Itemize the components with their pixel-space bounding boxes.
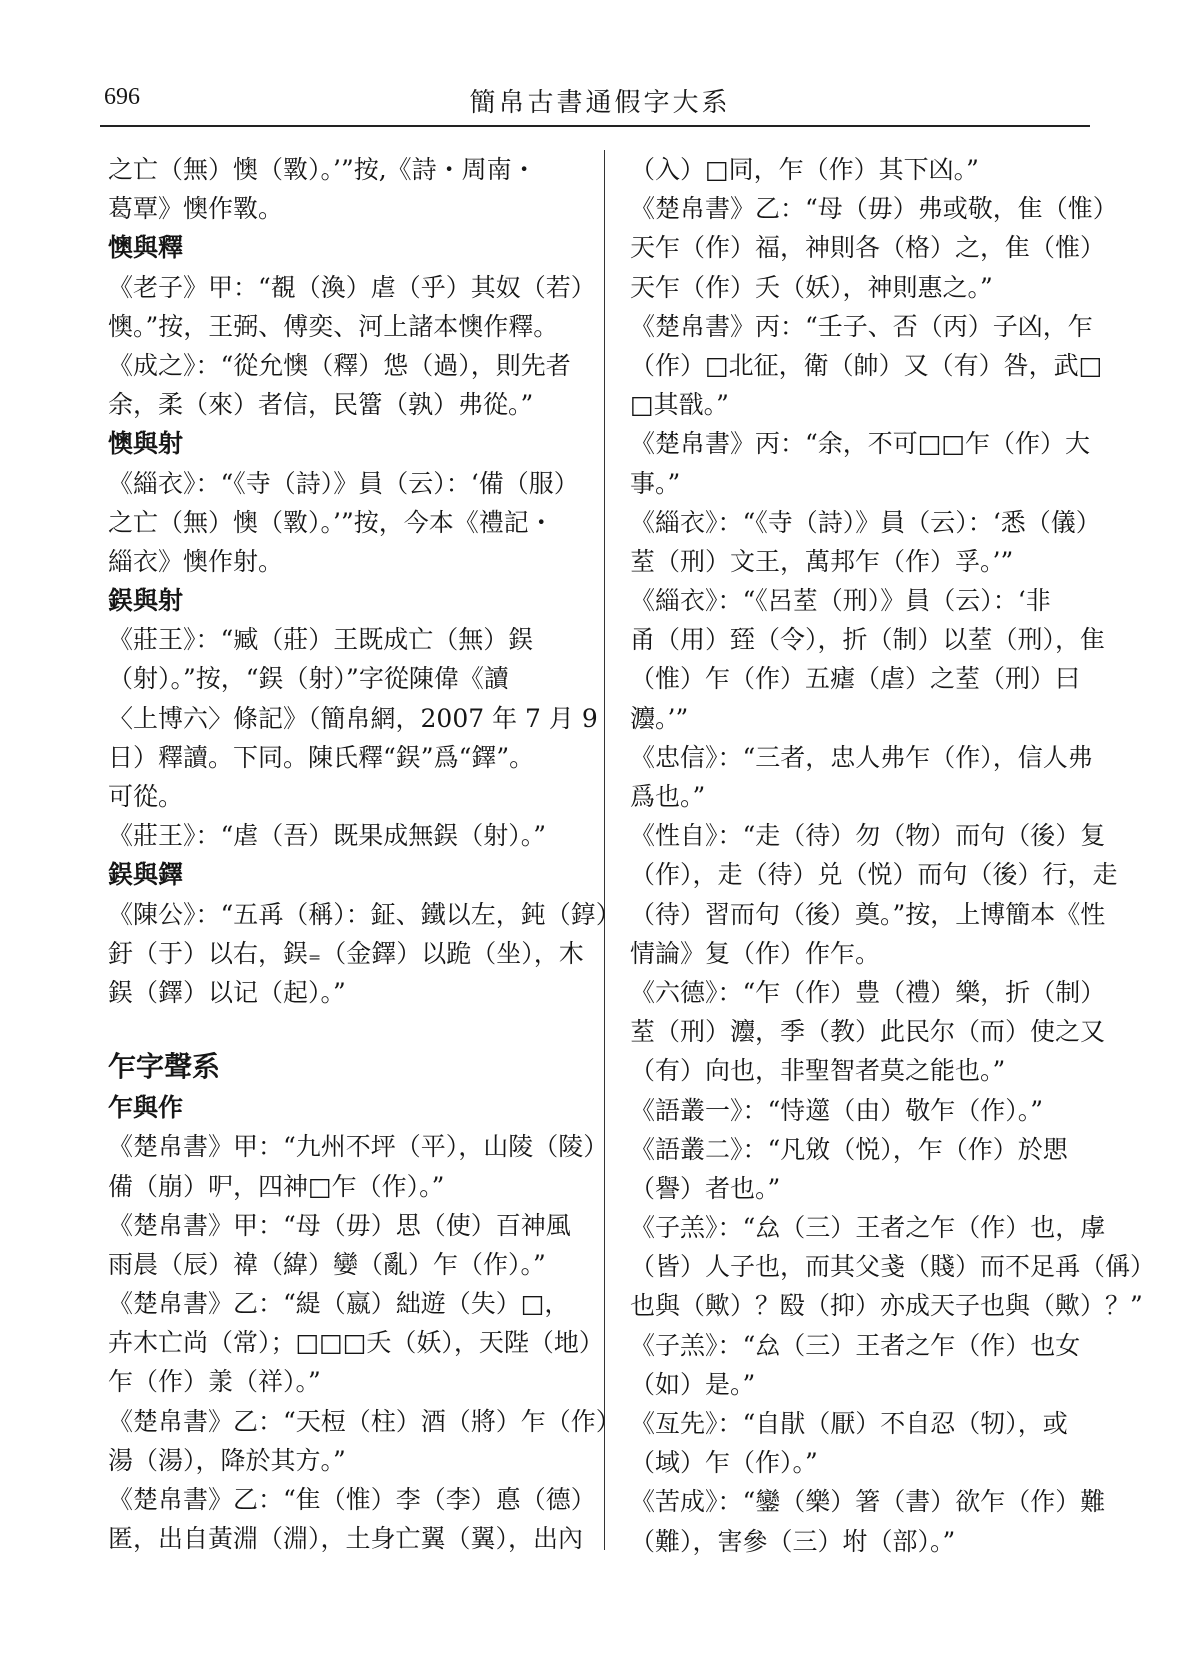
text-line: 《楚帛書》乙：“天梪（柱）酒（將）乍（作） — [108, 1406, 621, 1436]
text-line: （譽）者也。” — [630, 1173, 781, 1203]
text-line: 《性自》：“走（待）勿（物）而句（後）复 — [630, 821, 1106, 851]
text-line: （難），害參（三）坿（部）。” — [630, 1526, 956, 1556]
text-line: 懊。”按，王弼、傅奕、河上諸本懊作釋。 — [108, 311, 559, 341]
text-line: 事。” — [630, 468, 681, 498]
text-line: 之亡（無）懊（斁）。’”按，今本《禮記・ — [108, 507, 554, 537]
text-line: □其戩。” — [630, 390, 729, 420]
text-line: 《成之》：“從允懊（釋）怹（過），則先者 — [108, 350, 571, 380]
text-line: 〈上博六〉條記》（簡帛網，2007 年 7 月 9 — [108, 703, 598, 733]
text-line: 緇衣》懊作射。 — [108, 546, 284, 576]
running-title: 簡帛古書通假字大系 — [469, 88, 731, 118]
text-line: 備（崩）㕧，四神□乍（作）。” — [108, 1171, 445, 1201]
section-heading: 乍字聲系 — [108, 1050, 221, 1084]
text-line: 《緇衣》：“《寺（詩）》員（云）：‘備（服） — [108, 468, 579, 498]
text-line: 《子羔》：“厽（三）王者之乍（作）也女 — [630, 1330, 1081, 1360]
text-line: 乍（作）羕（祥）。” — [108, 1367, 321, 1397]
text-line: 《緇衣》：“《寺（詩）》員（云）：‘悉（儀） — [630, 507, 1101, 537]
text-line: 《苦成》：“鑾（樂）箸（書）欲乍（作）難 — [630, 1487, 1106, 1517]
text-line: 《子羔》：“厽（三）王者之乍（作）也，虖 — [630, 1213, 1106, 1243]
text-line: 《莊王》：“臧（莊）王既成亡（無）鋘 — [108, 625, 534, 655]
text-line: 情論》复（作）作乍。 — [630, 938, 881, 968]
text-line: （惟）乍（作）五瘧（虐）之荎（刑）曰 — [630, 664, 1081, 694]
text-line: （皆）人子也，而其父戔（賤）而不足爯（偁） — [630, 1252, 1156, 1282]
text-line: 《六德》：“乍（作）豊（禮）樂，折（制） — [630, 977, 1106, 1007]
text-line: 卉木亡尚（常）；□□□夭（妖），天陛（地） — [108, 1328, 604, 1358]
text-line: 《亙先》：“自猒（厭）不自忍（牣），或 — [630, 1409, 1068, 1438]
text-line: 《楚帛書》乙：“母（毋）弗或敬，隹（惟） — [630, 194, 1118, 224]
text-line: 釪（于）以右，鋘₌（金鐸）以跪（坐），木 — [108, 938, 584, 968]
column-divider — [604, 150, 605, 1550]
text-line: （作），走（待）兑（悦）而句（後）行，走 — [630, 860, 1118, 890]
text-line: 可從。 — [108, 782, 184, 811]
entry-heading: 懊與釋 — [108, 233, 184, 263]
text-line: （待）習而句（後）奠。”按，上博簡本《性 — [630, 899, 1106, 929]
text-line: （射）。”按，“鋘（射）”字從陳偉《讀 — [108, 664, 509, 694]
entry-heading: 懊與射 — [108, 429, 184, 459]
text-line: 甬（用）臸（令），折（制）以荎（刑），隹 — [630, 625, 1106, 655]
text-line: 《楚帛書》甲：“九州不坪（平），山陵（陵） — [108, 1132, 609, 1162]
page-number: 696 — [104, 84, 140, 110]
text-line: 荎（刑）文王，萬邦乍（作）孚。’” — [630, 546, 1014, 576]
text-line: 匿，出自黃淵（淵），土身亡翼（翼），出內 — [108, 1524, 584, 1554]
text-line: 《老子》甲：“覩（渙）虐（乎）其奴（若） — [108, 272, 596, 302]
text-line: 《楚帛書》甲：“母（毋）思（使）百神風 — [108, 1210, 571, 1240]
text-line: 灋。’” — [630, 703, 689, 733]
text-line: 爲也。” — [630, 782, 706, 811]
text-line: 葛覃》懊作斁。 — [108, 194, 284, 224]
header-rule — [100, 125, 1090, 127]
text-line: 湯（湯），降於其方。” — [108, 1445, 346, 1475]
text-line: 《陳公》：“五爯（稱）：鉦、鐵以左，鈍（錞） — [108, 899, 621, 929]
text-line: （入）□同，乍（作）其下凶。” — [630, 155, 979, 184]
text-line: 《楚帛書》丙：“壬子、否（丙）子凶，乍 — [630, 311, 1093, 341]
text-line: （有）向也，非聖智者莫之能也。” — [630, 1056, 1006, 1086]
entry-heading: 乍與作 — [108, 1093, 184, 1123]
text-line: （域）乍（作）。” — [630, 1448, 818, 1478]
text-line: 《忠信》：“三者，忠人弗乍（作），信人弗 — [630, 742, 1093, 772]
text-line: （如）是。” — [630, 1369, 756, 1399]
text-line: 《緇衣》：“《呂荎（刑）》員（云）：‘非 — [630, 586, 1051, 616]
text-line: 之亡（無）懊（斁）。’”按,《詩・周南・ — [108, 155, 537, 184]
entry-heading: 鋘與射 — [108, 586, 184, 616]
text-line: 天乍（作）夭（妖），神則惠之。” — [630, 272, 993, 302]
text-line: 鋘（鐸）以记（起）。” — [108, 977, 346, 1007]
text-line: 余，柔（來）者信，民簹（孰）弗從。” — [108, 390, 534, 420]
text-line: 雨晨（辰）禕（緯）孌（亂）乍（作）。” — [108, 1249, 546, 1279]
text-line: 日）釋讀。下同。陳氏釋“鋘”爲“鐸”。 — [108, 742, 535, 772]
text-line: 荎（刑）灋，季（教）此民尔（而）使之又 — [630, 1017, 1106, 1047]
right-column — [630, 150, 1156, 1561]
text-line: 《楚帛書》乙：“隹（惟）李（李）悳（德） — [108, 1485, 596, 1514]
left-column — [108, 150, 621, 1558]
text-line: 《楚帛書》乙：“緹（嬴）絀遊（失）□， — [108, 1289, 570, 1319]
text-line: 天乍（作）福，神則各（格）之，隹（惟） — [630, 233, 1106, 263]
text-line: 《語叢二》：“凡敓（悦），乍（作）於愳 — [630, 1134, 1068, 1164]
text-line: （作）□北征，衛（帥）又（有）咎，武□ — [630, 350, 1103, 380]
text-line: 也與（歟）？殹（抑）亦成天子也與（歟）？” — [630, 1291, 1143, 1321]
text-line: 《莊王》：“虐（吾）既果成無鋘（射）。” — [108, 821, 547, 851]
entry-heading: 鋘與鐸 — [108, 860, 184, 890]
text-line: 《語叢一》：“恃遾（由）敬乍（作）。” — [630, 1095, 1044, 1125]
text-line: 《楚帛書》丙：“余，不可□□乍（作）大 — [630, 429, 1091, 459]
